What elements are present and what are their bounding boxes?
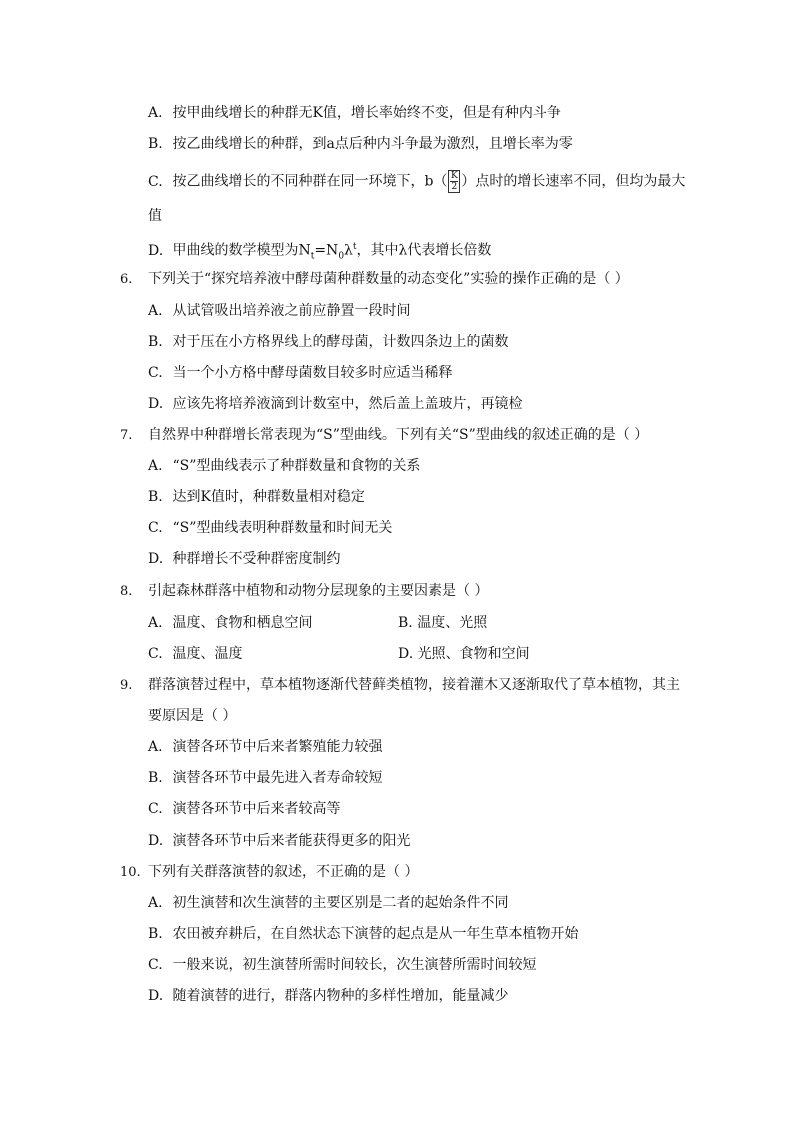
q9-option-a: A. 演替各环节中后来者繁殖能力较强 [148, 739, 383, 755]
q7-option-c: C. “S”型曲线表明种群数量和时间无关 [148, 520, 393, 536]
q5-option-c: C. 按乙曲线增长的不同种群在同一环境下，b（ $\frac{K}{2}$ ）点时的增长速率不同，但均为最大 [148, 171, 686, 192]
q7-option-a: A. “S”型曲线表示了种群数量和食物的关系 [148, 458, 421, 474]
q9-option-c: C. 演替各环节中后来者较高等 [148, 801, 341, 817]
q6-option-c: C. 当一个小方格中酵母菌数目较多时应适当稀释 [148, 365, 453, 381]
q5-option-a: A. 按甲曲线增长的种群无K值，增长率始终不变，但是有种内斗争 [148, 105, 561, 121]
q10-option-b: B. 农田被弃耕后，在自然状态下演替的起点是从一年生草本植物开始 [148, 926, 579, 942]
q7-number: 7. [120, 428, 133, 443]
q7-stem: 自然界中种群增长常表现为“S”型曲线。下列有关“S”型曲线的叙述正确的是（ ） [148, 427, 649, 443]
q5-option-c-continuation: 值 [148, 208, 162, 224]
q5-option-d: D. 甲曲线的数学模型为$N_t=N_0\lambda^t$，其中λ代表增长倍数 [148, 242, 492, 262]
q8-option-d: D. 光照、食物和空间 [398, 646, 530, 662]
q10-stem: 下列有关群落演替的叙述，不正确的是（ ） [148, 864, 419, 880]
q6-option-a: A. 从试管吸出培养液之前应静置一段时间 [148, 303, 411, 319]
q6-number: 6. [120, 272, 133, 287]
q9-stem: 群落演替过程中，草本植物逐渐代替藓类植物，接着灌木又逐渐取代了草本植物，其主 [148, 677, 680, 693]
q6-option-b: B. 对于压在小方格界线上的酵母菌，计数四条边上的菌数 [148, 334, 509, 350]
q10-option-a: A. 初生演替和次生演替的主要区别是二者的起始条件不同 [148, 895, 509, 911]
q9-number: 9. [120, 678, 133, 693]
q7-option-b: B. 达到K值时，种群数量相对稳定 [148, 489, 365, 505]
q8-option-a: A. 温度、食物和栖息空间 [148, 615, 313, 631]
q7-option-d: D. 种群增长不受种群密度制约 [148, 551, 341, 567]
q8-option-c: C. 温度、温度 [148, 646, 243, 662]
q8-stem: 引起森林群落中植物和动物分层现象的主要因素是（ ） [148, 583, 489, 599]
q10-option-d: D. 随着演替的进行，群落内物种的多样性增加，能量减少 [148, 988, 509, 1004]
fraction-k-over-2: $\frac{K}{2}$ [448, 170, 460, 193]
q9-option-d: D. 演替各环节中后来者能获得更多的阳光 [148, 833, 411, 849]
q6-stem: 下列关于“探究培养液中酵母菌种群数量的动态变化”实验的操作正确的是（ ） [148, 271, 629, 287]
q8-option-b: B. 温度、光照 [398, 615, 488, 631]
q9-stem-continuation: 要原因是（ ） [148, 708, 237, 724]
q9-option-b: B. 演替各环节中最先进入者寿命较短 [148, 770, 383, 786]
q10-number: 10. [120, 865, 141, 880]
q5-option-b: B. 按乙曲线增长的种群，到a点后种内斗争最为激烈，且增长率为零 [148, 136, 573, 152]
q10-option-c: C. 一般来说，初生演替所需时间较长，次生演替所需时间较短 [148, 957, 537, 973]
q8-number: 8. [120, 584, 133, 599]
q6-option-d: D. 应该先将培养液滴到计数室中，然后盖上盖玻片，再镜检 [148, 396, 523, 412]
